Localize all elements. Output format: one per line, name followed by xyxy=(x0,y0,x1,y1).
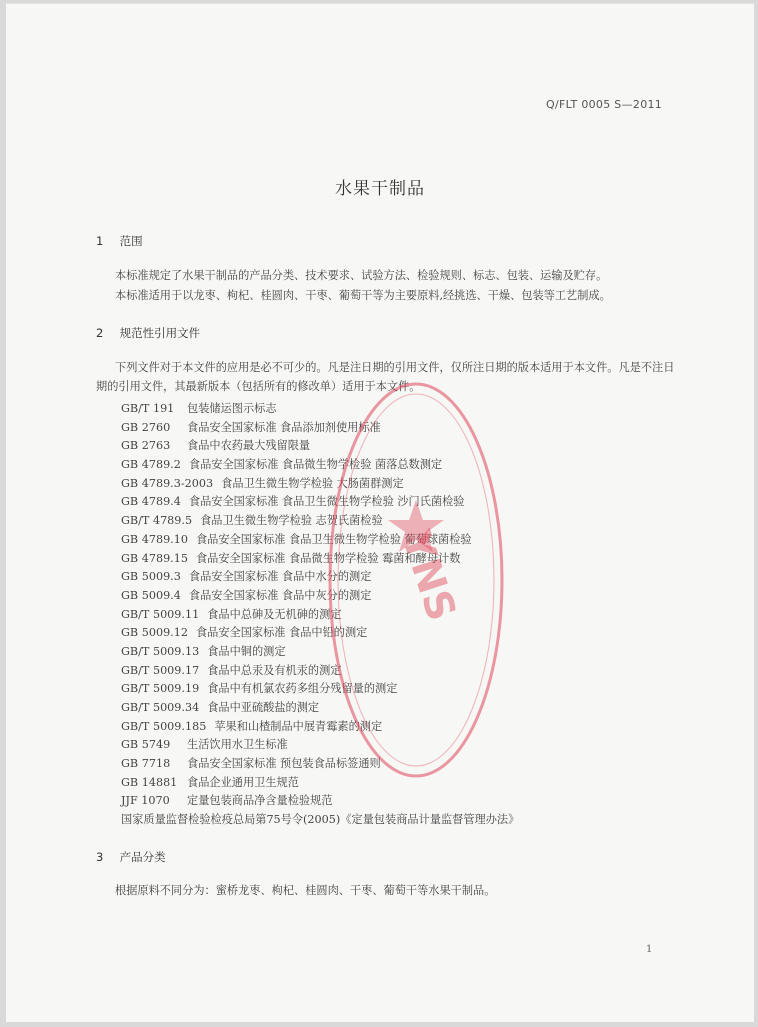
reference-code: GB 4789.10 xyxy=(121,532,188,546)
reference-title: 国家质量监督检验检疫总局第75号令(2005)《定量包装商品计量监督管理办法》 xyxy=(121,813,520,827)
reference-code: GB 5009.3 xyxy=(121,570,181,584)
reference-item xyxy=(121,456,519,475)
reference-title: 食品企业通用卫生规范 xyxy=(187,775,299,789)
reference-item xyxy=(121,606,519,625)
reference-code: GB/T 5009.11 xyxy=(121,607,200,621)
reference-title: 食品中农药最大残留限量 xyxy=(187,439,311,453)
section-title: 规范性引用文件 xyxy=(119,326,201,340)
reference-item xyxy=(121,699,519,718)
section-number: 2 xyxy=(96,326,104,340)
reference-item xyxy=(121,400,519,419)
reference-title: 食品中铜的测定 xyxy=(207,644,286,658)
reference-item xyxy=(121,587,519,606)
page-number: 1 xyxy=(646,944,653,955)
reference-title: 苹果和山楂制品中展青霉素的测定 xyxy=(214,719,383,733)
reference-code: GB/T 5009.19 xyxy=(121,682,200,696)
reference-title: 食品中亚硫酸盐的测定 xyxy=(207,701,320,714)
reference-code: GB 5749 xyxy=(121,738,171,752)
reference-code: GB 5009.4 xyxy=(121,588,181,602)
reference-item xyxy=(121,792,519,811)
reference-title: 食品安全国家标准 食品中铅的测定 xyxy=(195,626,368,640)
reference-code: GB 5009.12 xyxy=(121,626,188,640)
scope-paragraph-2: 本标准适用于以龙枣、枸杞、桂圆肉、干枣、葡萄干等为主要原料,经挑选、干燥、包装等工艺制成。 xyxy=(115,289,611,302)
reference-title: 食品安全国家标准 食品微生物学检验 霉菌和酵母计数 xyxy=(195,551,461,565)
reference-code: GB 14881 xyxy=(121,775,178,789)
reference-code: GB 4789.15 xyxy=(121,551,188,565)
standard-code: Q/FLT 0005 S—2011 xyxy=(546,98,663,111)
reference-item xyxy=(121,774,519,793)
reference-item xyxy=(121,568,519,587)
reference-item xyxy=(121,550,519,569)
references-intro: 下列文件对于本文件的应用是必不可少的。凡是注日期的引用文件，仅所注日期的版本适用于本文件。凡是不注日期的引用文件，其最新版本（包括所有的修改单）适用于本文件。 xyxy=(96,361,675,393)
reference-code: GB/T 191 xyxy=(121,402,175,415)
reference-code: GB 4789.4 xyxy=(121,495,181,509)
reference-code: JJF 1070 xyxy=(121,794,170,808)
reference-code: GB 2760 xyxy=(121,420,171,434)
reference-item xyxy=(121,437,519,456)
reference-item xyxy=(121,811,519,830)
classification-paragraph: 根据原料不同分为：蜜桥龙枣、枸杞、桂圆肉、干枣、葡萄干等水果干制品。 xyxy=(115,884,496,897)
section-1-heading xyxy=(96,233,143,249)
reference-code: GB 2763 xyxy=(121,439,171,453)
reference-title: 食品安全国家标准 食品添加剂使用标准 xyxy=(187,420,381,434)
reference-code: GB/T 5009.34 xyxy=(121,701,200,714)
reference-title: 食品安全国家标准 食品卫生微生物学检验 沙门氏菌检验 xyxy=(188,495,465,509)
reference-item xyxy=(121,493,519,512)
reference-title: 生活饮用水卫生标准 xyxy=(187,738,288,752)
reference-item xyxy=(121,512,519,531)
reference-code: GB 4789.3-2003 xyxy=(121,476,214,490)
reference-title: 食品中有机氯农药多组分残留量的测定 xyxy=(207,682,398,696)
section-3-heading xyxy=(96,849,166,865)
reference-title: 食品中总汞及有机汞的测定 xyxy=(207,663,342,677)
seal-lettering: YNS xyxy=(392,525,465,627)
reference-title: 食品安全国家标准 预包装食品标签通则 xyxy=(187,757,381,771)
section-title: 范围 xyxy=(119,234,143,248)
reference-code: GB 4789.2 xyxy=(121,458,181,472)
reference-title: 定量包装商品净含量检验规范 xyxy=(187,794,333,808)
section-number: 1 xyxy=(96,234,104,248)
reference-title: 食品安全国家标准 食品微生物学检验 菌落总数测定 xyxy=(188,458,443,472)
reference-title: 食品中总砷及无机砷的测定 xyxy=(207,607,342,621)
reference-item xyxy=(121,419,519,438)
reference-item xyxy=(121,662,519,681)
reference-title: 包装储运图示标志 xyxy=(187,402,277,415)
reference-list xyxy=(121,400,519,830)
document-page xyxy=(6,3,754,1022)
reference-code: GB/T 4789.5 xyxy=(121,514,193,528)
document-title: 水果干制品 xyxy=(335,179,425,199)
reference-title: 食品安全国家标准 食品中水分的测定 xyxy=(188,570,372,584)
reference-item xyxy=(121,736,519,755)
section-2-heading xyxy=(96,325,200,341)
reference-title: 食品卫生微生物学检验 志贺氏菌检验 xyxy=(200,514,383,528)
reference-title: 食品卫生微生物学检验 大肠菌群测定 xyxy=(221,476,404,490)
section-number: 3 xyxy=(96,850,104,864)
reference-code: GB 7718 xyxy=(121,757,171,771)
section-title: 产品分类 xyxy=(119,850,166,864)
reference-title: 食品安全国家标准 食品中灰分的测定 xyxy=(188,588,372,602)
reference-item xyxy=(121,755,519,774)
reference-item xyxy=(121,718,519,737)
reference-code: GB/T 5009.13 xyxy=(121,644,200,658)
reference-item xyxy=(121,643,519,662)
reference-item xyxy=(121,624,519,643)
reference-code: GB/T 5009.17 xyxy=(121,663,200,677)
reference-code: GB/T 5009.185 xyxy=(121,719,207,733)
reference-item xyxy=(121,475,519,494)
scope-paragraph-1: 本标准规定了水果干制品的产品分类、技术要求、试验方法、检验规则、标志、包装、运输及贮存。 xyxy=(115,269,608,282)
reference-item xyxy=(121,680,519,699)
reference-item xyxy=(121,531,519,550)
reference-title: 食品安全国家标准 食品卫生微生物学检验 葡萄球菌检验 xyxy=(195,532,472,546)
